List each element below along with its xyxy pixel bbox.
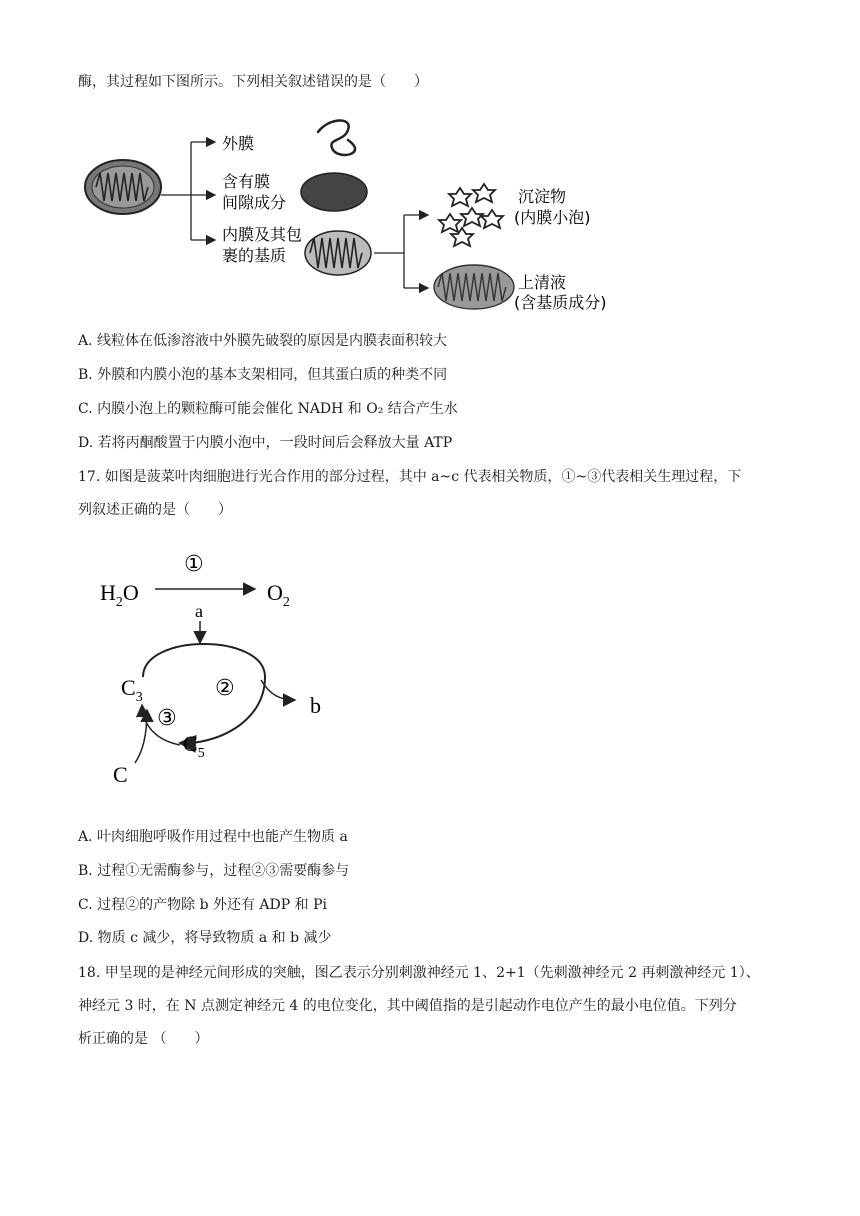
outer-membrane-label: 外膜 xyxy=(222,134,255,153)
q16-option-a: A. 线粒体在低渗溶液中外膜先破裂的原因是内膜表面积较大 xyxy=(78,333,448,349)
inner-membrane-icon xyxy=(305,231,371,275)
inner-membrane-label-2: 裹的基质 xyxy=(222,246,287,265)
q16-stem: 酶，其过程如下图所示。下列相关叙述错误的是（ ） xyxy=(78,74,428,90)
q18-stem-3: 析正确的是 （ ） xyxy=(78,1031,209,1047)
substance-a-label: a xyxy=(195,601,203,621)
c3-label: $C_3$ xyxy=(121,675,143,705)
q17-option-b: B. 过程①无需酶参与，过程②③需要酶参与 xyxy=(78,863,350,879)
q16-option-d: D. 若将丙酮酸置于内膜小泡中，一段时间后会释放大量 ATP xyxy=(78,435,453,451)
supernatant-mitochondrion-icon xyxy=(434,265,514,309)
photosynthesis-diagram xyxy=(95,545,355,795)
vesicles-icon xyxy=(439,184,503,246)
q17-option-a: A. 叶肉细胞呼吸作用过程中也能产生物质 a xyxy=(78,829,348,845)
inner-membrane-label-1: 内膜及其包 xyxy=(222,225,303,244)
substance-c-label: C xyxy=(113,762,128,787)
q17-stem-2: 列叙述正确的是（ ） xyxy=(78,502,232,518)
q18-stem-1: 18. 甲呈现的是神经元间形成的突触，图乙表示分别刺激神经元 1、2+1（先刺激神经元 2 再刺激神经元 1）、 xyxy=(78,965,760,981)
q16-option-b: B. 外膜和内膜小泡的基本支架相同，但其蛋白质的种类不同 xyxy=(78,367,448,383)
supernatant-label-1: 上清液 xyxy=(518,273,567,292)
o2-label: $O_2$ xyxy=(267,580,290,610)
intermembrane-icon xyxy=(301,173,367,211)
h2o-label: $H_2O$ xyxy=(100,580,139,610)
intermembrane-label-1: 含有膜 xyxy=(222,172,271,191)
step-1-label: ① xyxy=(184,552,204,577)
intermembrane-label-2: 间隙成分 xyxy=(222,193,287,212)
precipitate-label-2: (内膜小泡) xyxy=(514,208,591,227)
supernatant-label-2: (含基质成分) xyxy=(514,293,607,312)
q17-stem-1: 17. 如图是菠菜叶肉细胞进行光合作用的部分过程，其中 a~c 代表相关物质，①~③代表相关生理过程，下 xyxy=(78,469,742,485)
substance-b-label: b xyxy=(310,693,321,718)
q16-option-c: C. 内膜小泡上的颗粒酶可能会催化 NADH 和 O₂ 结合产生水 xyxy=(78,401,458,417)
q18-stem-2: 神经元 3 时，在 N 点测定神经元 4 的电位变化，其中阈值指的是引起动作电位产生的最小电位值。下列分 xyxy=(78,998,737,1014)
mitochondria-fractionation-diagram xyxy=(78,110,638,320)
q17-option-c: C. 过程②的产物除 b 外还有 ADP 和 Pi xyxy=(78,897,327,913)
step-3-label: ③ xyxy=(157,706,177,731)
step-2-label: ② xyxy=(215,676,235,701)
c5-label: $C_5$ xyxy=(183,731,205,761)
mitochondrion-icon xyxy=(85,160,161,214)
precipitate-label-1: 沉淀物 xyxy=(518,187,567,206)
outer-membrane-icon xyxy=(318,120,355,155)
q17-option-d: D. 物质 c 减少，将导致物质 a 和 b 减少 xyxy=(78,930,332,946)
